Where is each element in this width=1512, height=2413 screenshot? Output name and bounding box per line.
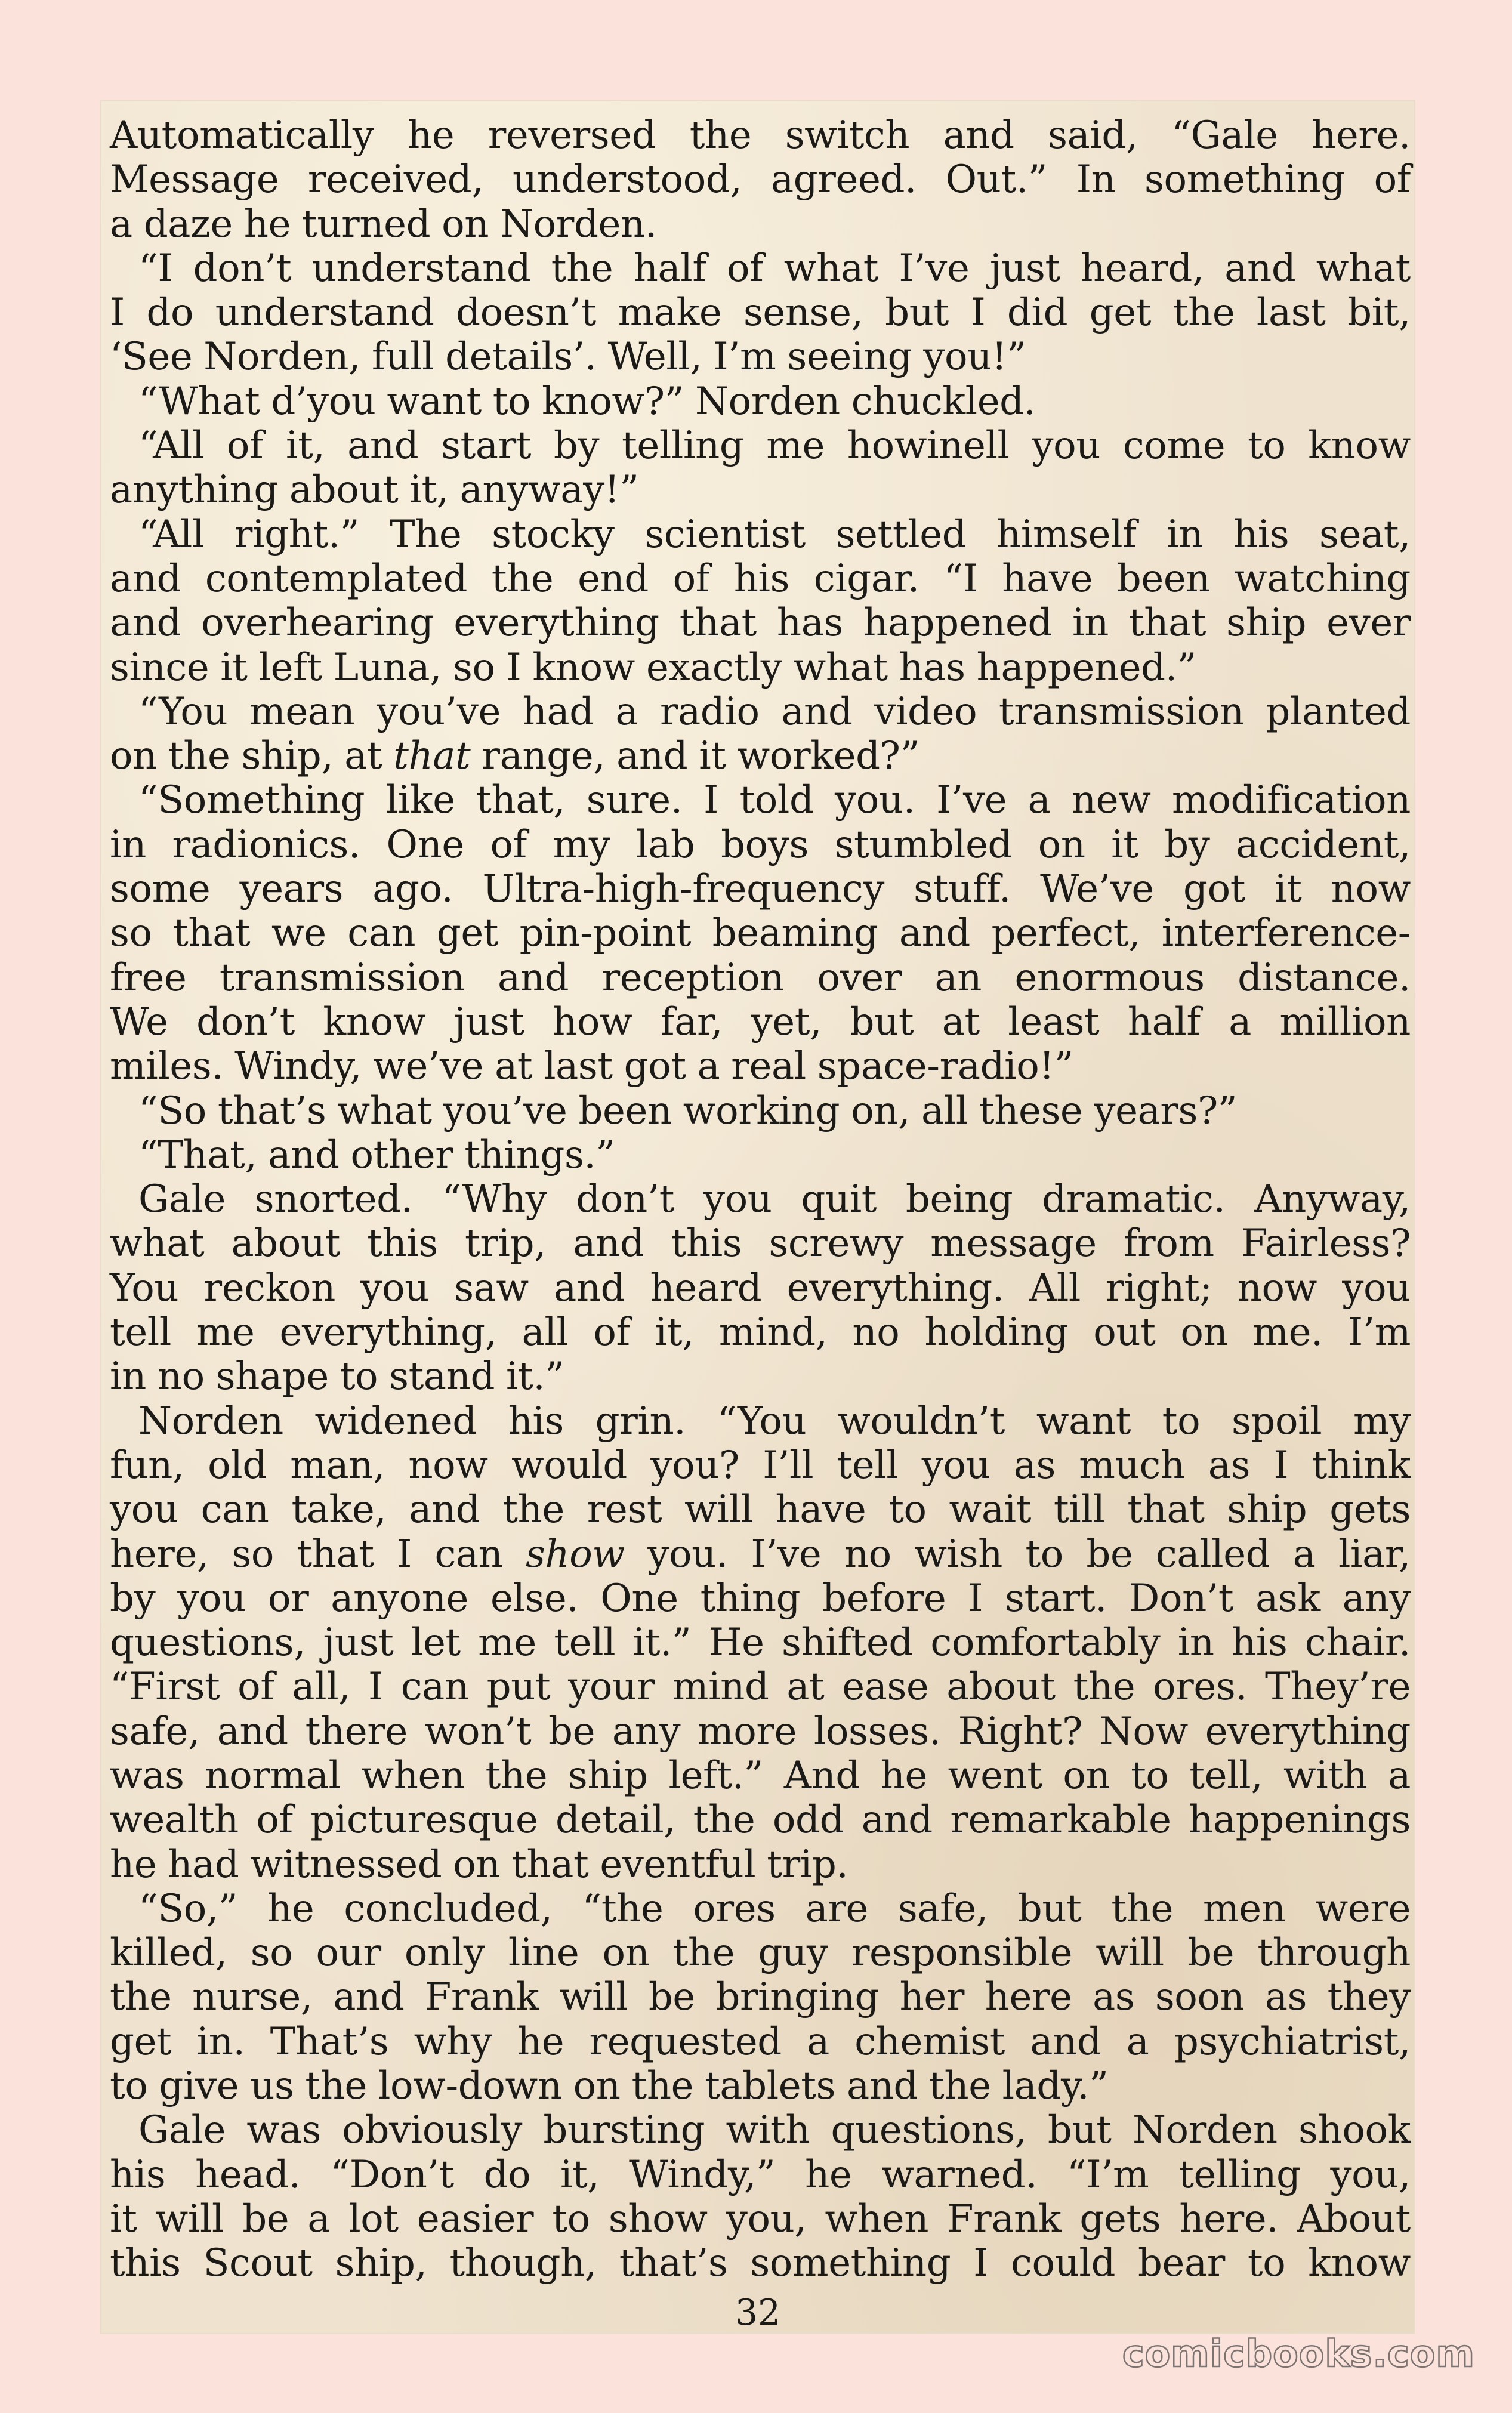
text-segment: and overhearing everything that has happened in that ship ever (110, 601, 1411, 646)
text-line (110, 2153, 1411, 2197)
text-segment: what about this trip, and this screwy message from Fairless? (110, 1221, 1411, 1266)
text-segment: he had witnessed on that eventful trip. (110, 1842, 848, 1887)
text-line (110, 2064, 1411, 2108)
text-line (110, 1887, 1411, 1931)
text-segment: Automatically he reversed the switch and said, “Gale here. (110, 113, 1411, 158)
text-segment: this Scout ship, though, that’s something I could bear to know (110, 2241, 1411, 2286)
text-segment: since it left Luna, so I know exactly what has happened.” (110, 645, 1196, 690)
text-segment: in no shape to stand it.” (110, 1354, 564, 1399)
text-segment: you can take, and the rest will have to wait till that ship gets (110, 1488, 1411, 1532)
text-segment: “I don’t understand the half of what I’ve just heard, and what (138, 246, 1411, 291)
text-line (110, 1177, 1411, 1221)
text-line (110, 734, 1411, 778)
text-segment: free transmission and reception over an enormous distance. (110, 955, 1411, 1000)
text-line (110, 1931, 1411, 1975)
text-line (110, 1000, 1411, 1044)
text-line (110, 1843, 1411, 1887)
text-segment: We don’t know just how far, yet, but at least half a million (110, 999, 1411, 1044)
text-segment: ‘See Norden, full details’. Well, I’m seeing you!” (110, 335, 1026, 379)
text-line (110, 2241, 1411, 2285)
italic-text: that (393, 734, 471, 779)
text-line (110, 1754, 1411, 1798)
text-segment: fun, old man, now would you? I’ll tell you as much as I think (110, 1443, 1411, 1488)
text-line (110, 646, 1411, 690)
text-segment: “First of all, I can put your mind at ease about the ores. They’re (110, 1665, 1411, 1710)
text-line (110, 113, 1411, 158)
text-segment: so that we can get pin-point beaming and perfect, interference- (110, 911, 1411, 956)
text-line (110, 1310, 1411, 1354)
text-line (110, 601, 1411, 645)
text-line (110, 513, 1411, 557)
text-line (110, 1354, 1411, 1399)
text-segment: his head. “Don’t do it, Windy,” he warned. “I’m telling you, (110, 2152, 1411, 2197)
text-line (110, 468, 1411, 512)
text-segment: the nurse, and Frank will be bringing her here as soon as they (110, 1975, 1411, 2020)
text-line (110, 1798, 1411, 1842)
text-segment: Gale was obviously bursting with questions, but Norden shook (138, 2108, 1411, 2153)
text-segment: range, and it worked?” (470, 734, 919, 779)
text-line (110, 2020, 1411, 2064)
text-segment: in radionics. One of my lab boys stumbled on it by accident, (110, 822, 1411, 867)
italic-text: show (525, 1532, 625, 1576)
text-segment: here, so that I can (110, 1532, 526, 1576)
text-line (110, 158, 1411, 202)
text-line (110, 246, 1411, 291)
text-segment: “You mean you’ve had a radio and video transmission planted (138, 689, 1411, 734)
text-line (110, 1044, 1411, 1088)
text-line (110, 1576, 1411, 1621)
text-line (110, 1975, 1411, 2019)
text-segment: some years ago. Ultra-high-frequency stuff. We’ve got it now (110, 867, 1411, 912)
text-line (110, 823, 1411, 867)
text-segment: “So that’s what you’ve been working on, all these years?” (138, 1088, 1238, 1133)
text-line (110, 291, 1411, 335)
text-segment: “So,” he concluded, “the ores are safe, but the men were (138, 1886, 1411, 1931)
page-number: 32 (735, 2292, 781, 2334)
text-line (110, 379, 1411, 424)
text-segment: miles. Windy, we’ve at last got a real space-radio!” (110, 1044, 1073, 1089)
text-line (110, 2108, 1411, 2152)
text-segment: by you or anyone else. One thing before I start. Don’t ask any (110, 1576, 1411, 1621)
body-text (110, 113, 1411, 2286)
text-line (110, 557, 1411, 601)
text-line (110, 1665, 1411, 1709)
text-segment: wealth of picturesque detail, the odd and remarkable happenings (110, 1798, 1411, 1843)
text-line (110, 778, 1411, 822)
text-segment: I do understand doesn’t make sense, but I did get the last bit, (110, 291, 1411, 335)
text-segment: Norden widened his grin. “You wouldn’t want to spoil my (138, 1399, 1411, 1443)
text-line (110, 956, 1411, 1000)
text-line (110, 1266, 1411, 1310)
text-line (110, 2197, 1411, 2241)
text-segment: “All of it, and start by telling me howinell you come to know (138, 424, 1411, 468)
text-line (110, 1399, 1411, 1443)
text-segment: safe, and there won’t be any more losses. Right? Now everything (110, 1709, 1411, 1754)
text-segment: and contemplated the end of his cigar. “I have been watching (110, 556, 1411, 601)
watermark: comicbooks.com (1122, 2332, 1475, 2375)
text-line (110, 1532, 1411, 1576)
text-segment: Gale snorted. “Why don’t you quit being dramatic. Anyway, (138, 1177, 1411, 1222)
text-segment: questions, just let me tell it.” He shifted comfortably in his chair. (110, 1621, 1411, 1665)
text-line (110, 202, 1411, 246)
text-segment: “All right.” The stocky scientist settled himself in his seat, (138, 512, 1411, 557)
text-line (110, 1443, 1411, 1488)
text-line (110, 1133, 1411, 1177)
text-segment: get in. That’s why he requested a chemist and a psychiatrist, (110, 2019, 1411, 2064)
text-segment: a daze he turned on Norden. (110, 202, 657, 246)
text-segment: anything about it, anyway!” (110, 468, 639, 513)
text-segment: “Something like that, sure. I told you. I’ve a new modification (138, 778, 1411, 823)
text-segment: on the ship, at (110, 734, 394, 779)
text-segment: Message received, understood, agreed. Out.” In something of (110, 158, 1411, 202)
text-line (110, 424, 1411, 468)
text-line (110, 1221, 1411, 1266)
text-line (110, 1488, 1411, 1532)
text-segment: was normal when the ship left.” And he went on to tell, with a (110, 1753, 1411, 1798)
text-segment: tell me everything, all of it, mind, no holding out on me. I’m (110, 1310, 1411, 1355)
text-segment: “That, and other things.” (138, 1133, 615, 1177)
text-segment: it will be a lot easier to show you, when Frank gets here. About (110, 2196, 1411, 2241)
text-line (110, 867, 1411, 911)
text-line (110, 911, 1411, 955)
text-line (110, 1089, 1411, 1133)
text-line (110, 1621, 1411, 1665)
book-page (101, 101, 1414, 2333)
text-line (110, 335, 1411, 379)
text-segment: killed, so our only line on the guy responsible will be through (110, 1931, 1411, 1976)
text-line (110, 690, 1411, 734)
text-segment: “What d’you want to know?” Norden chuckled. (138, 379, 1036, 424)
text-line (110, 1710, 1411, 1754)
text-segment: You reckon you saw and heard everything. All right; now you (110, 1266, 1411, 1310)
text-segment: you. I’ve no wish to be called a liar, (624, 1532, 1411, 1576)
text-segment: to give us the low-down on the tablets and the lady.” (110, 2064, 1109, 2109)
